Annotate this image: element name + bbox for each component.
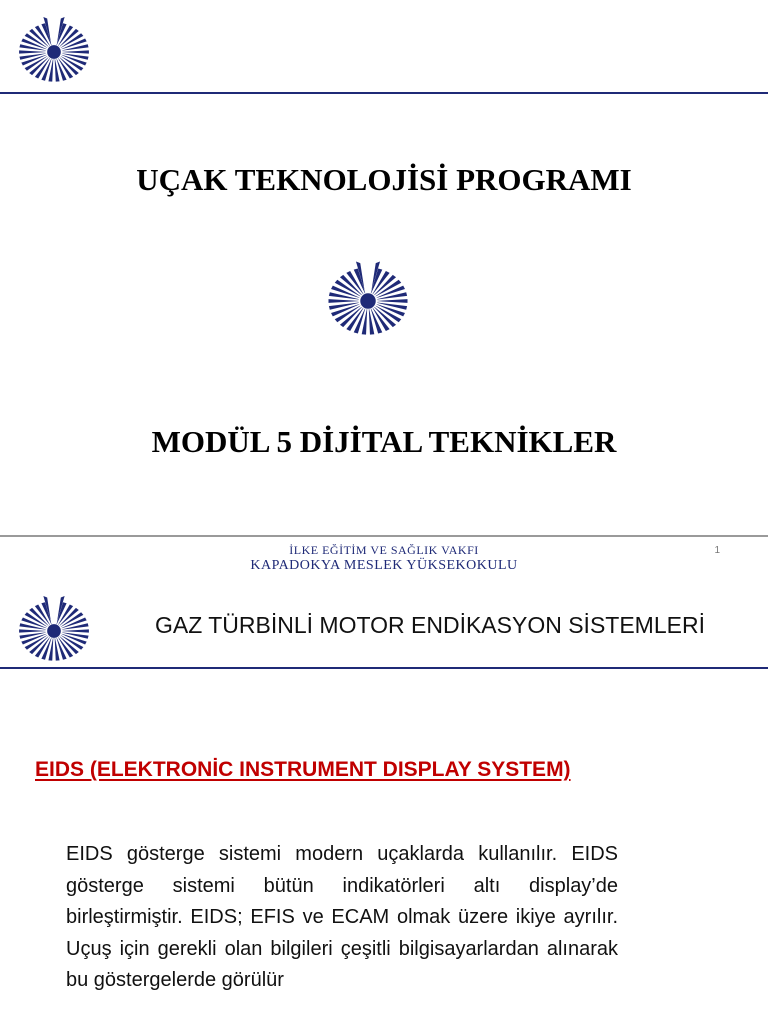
foundation-name: İLKE EĞİTİM VE SAĞLIK VAKFI <box>289 543 479 557</box>
header-rule <box>0 92 768 94</box>
sunburst-logo-icon <box>8 14 100 90</box>
school-name: KAPADOKYA MESLEK YÜKSEKOKULU <box>250 558 518 573</box>
program-title: UÇAK TEKNOLOJİSİ PROGRAMI <box>136 162 632 197</box>
institution-footer <box>0 543 768 574</box>
body-paragraph: EIDS gösterge sistemi modern uçaklarda kullanılır. EIDS gösterge sistemi bütün indikatörleri altı display’de birleştirmiştir. EIDS; EFIS ve ECAM olmak üzere ikiye ayrılır. Uçuş için gerekli olan bilgileri çeşitli bilgisayarlardan alınarak bu göstergelerde görülür <box>66 843 618 991</box>
slide-2 <box>0 537 768 1024</box>
page-number: 1 <box>714 545 720 556</box>
slide-title: GAZ TÜRBİNLİ MOTOR ENDİKASYON SİSTEMLERİ <box>155 612 705 638</box>
section-heading: EIDS (ELEKTRONİC INSTRUMENT DISPLAY SYSTEM) <box>35 758 571 781</box>
sunburst-logo-icon <box>8 593 100 669</box>
module-title: MODÜL 5 DİJİTAL TEKNİKLER <box>151 424 617 459</box>
sunburst-logo-icon <box>316 258 420 344</box>
header-rule <box>0 667 768 669</box>
